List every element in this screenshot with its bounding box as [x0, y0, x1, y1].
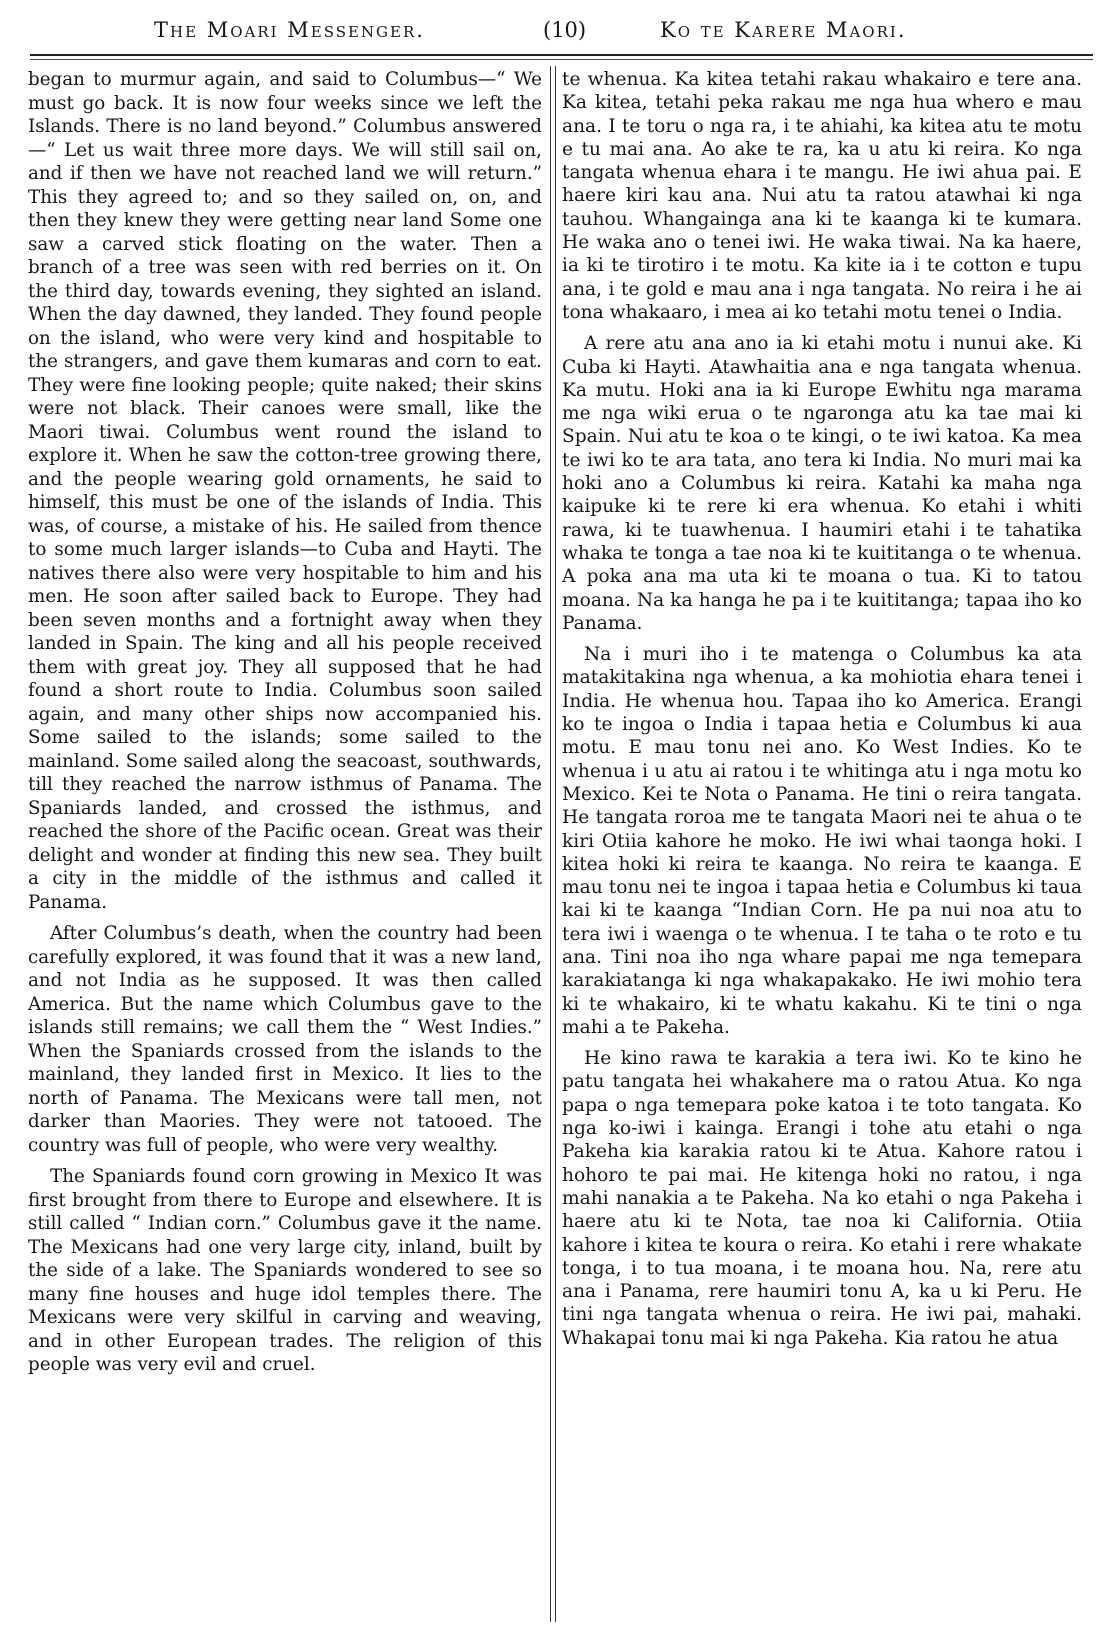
maori-paragraph-1: te whenua. Ka kitea tetahi rakau whakairo e tere ana. Ka kitea, tetahi peka rakau me nga hua whero e mau ana. I te toru o nga ra, i te ahiahi, ka kitea atu te motu e tu mai ana. Ao ake te ra, ka u atu ki reira. Ko nga tangata whenua ehara i te mangu. He iwi ahua pai. E haere kiri kau ana. Nui atu ta ratou atawhai ki nga tauhou. Whangainga ana ki te kaanga ki te kumara. He waka ano o tenei iwi. He waka tiwai. Na ka haere, ia ki te tirotiro i te motu. Ka kite ia i te cotton e tupu ana, i te gold e mau ana i nga tangata. No reira i he ai tona whakaaro, i mea ai ko tetahi motu tenei o India.: [562, 69, 1082, 323]
english-paragraph-3: The Spaniards found corn growing in Mexico It was first brought from there to Europe and elsewhere. It is still called “ Indian corn.” Columbus gave it the name. The Mexicans had one very large city, inland, built by the side of a lake. The Spaniards wondered to see so many fine houses and huge idol temples there. The Mexicans were very skilful in carving and weaving, and in other European trades. The religion of this people was very evil and cruel.: [28, 1166, 542, 1375]
maori-paragraph-2: A rere atu ana ano ia ki etahi motu i nunui ake. Ki Cuba ki Hayti. Atawhaitia ana e nga tangata whenua. Ka mutu. Hoki ana ia ki Europe Ewhitu nga marama me nga wiki erua o te ngaronga atu ka tae mai ki Spain. Nui atu te koa o te kingi, o te iwi katoa. Ka mea te iwi ko te ara tata, ano tera ki India. No muri mai ka hoki ano a Columbus ki reira. Katahi ka maha nga kaipuke ki te rere ki era whenua. Ko etahi i whiti rawa, ki te tuawhenua. I haumiri etahi i te tahatika whaka te tonga a tae noa ki te kuititanga o te whenua. A poka ana ma uta ki te moana o tua. Ki to tatou moana. Na ka hanga he pa i te kuititanga; tapaa iho ko Panama.: [562, 333, 1082, 634]
english-paragraph-2: After Columbus’s death, when the country had been carefully explored, it was found that it was a new land, and not India as he supposed. It was then called America. But the name which Columbus gave to the islands still remains; we call them the “ West Indies.” When the Spaniards crossed from the islands to the mainland, they landed first in Mexico. It lies to the north of Panama. The Mexicans were tall men, not darker than Maories. They were not tatooed. The country was full of people, who were very wealthy.: [28, 923, 542, 1156]
column-divider: [550, 66, 556, 1622]
page-header: [30, 18, 1090, 44]
header-rule: [30, 54, 1093, 56]
maori-paragraph-3: Na i muri iho i te matenga o Columbus ka ata matakitakina nga whenua, a ka mohiotia ehara tenei i India. He whenua hou. Tapaa iho ko America. Erangi ko te ingoa o India i tapaa hetia e Columbus ki aua motu. E mau tonu nei ano. Ko West Indies. Ko te whenua i u atu ai ratou i te whitinga atu i nga motu ko Mexico. Kei te Nota o Panama. He tini o reira tangata. He tangata roroa me te tangata Maori nei te ahua o te kiri Otiia kahore he moko. He iwi whai taonga hoki. I kitea hoki ki reira te kaanga. No reira te kaanga. E mau tonu nei te ingoa i tapaa hetia e Columbus ki taua kai ki te kaanga “Indian Corn. He pa nui noa atu to tera iwi i waenga o te whenua. I te taha o te roto e tu ana. Tini noa iho nga whare papai me nga temepara karakiatanga ki nga whakapakako. He iwi mohio tera ki te whakairo, ki te whatu kakahu. Ki te tini o nga mahi a te Pakeha.: [562, 644, 1082, 1038]
masthead-english: The Moari Messenger.: [154, 18, 425, 42]
page-number: (10): [543, 18, 587, 42]
english-column: [28, 68, 542, 1616]
maori-column: [562, 68, 1082, 1616]
maori-paragraph-4: He kino rawa te karakia a tera iwi. Ko te kino he patu tangata hei whakahere ma o ratou Atua. Ko nga papa o nga temepara poke katoa i te toto tangata. Ko nga ko-iwi i kainga. Erangi i tohe atu etahi o nga Pakeha kia karakia ratou ki te Atua. Kahore ratou i hohoro te pai mai. He kitenga hoki no ratou, i nga mahi nanakia a te Pakeha. Na ko etahi o nga Pakeha i haere atu ki te Nota, tae noa ki California. Otiia kahore i kitea te koura o reira. Ko etahi i rere whakate tonga, i to tua moana, i te moana hou. Na, rere atu ana i Panama, rere haumiri tonu A, ka u ki Peru. He tini nga tangata whenua o reira. He iwi pai, mahaki. Whakapai tonu mai ki nga Pakeha. Kia ratou he atua: [562, 1048, 1082, 1349]
header-rule-thin: [30, 59, 1093, 60]
masthead-maori: Ko te Karere Maori.: [660, 18, 907, 42]
english-paragraph-1: began to murmur again, and said to Columbus—“ We must go back. It is now four weeks since we left the Islands. There is no land beyond.” Columbus answered—“ Let us wait three more days. We will still sail on, and if then we have not reached land we will return.” This they agreed to; and so they sailed on, on, and then they knew they were getting near land Some one saw a carved stick floating on the water. Then a branch of a tree was seen with red berries on it. On the third day, towards evening, they sighted an island. When the day dawned, they landed. They found people on the island, who were very kind and hospitable to the strangers, and gave them kumaras and corn to eat. They were fine looking people; quite naked; their skins were not black. Their canoes were small, like the Maori tiwai. Columbus went round the island to explore it. When he saw the cotton-tree growing there, and the people wearing gold ornaments, he said to himself, this must be one of the islands of India. This was, of course, a mistake of his. He sailed from thence to some much larger islands—to Cuba and Hayti. The natives there also were very hospitable to him and his men. He soon after sailed back to Europe. They had been seven months and a fortnight away when they landed in Spain. The king and all his people received them with great joy. They all supposed that he had found a short route to India. Columbus soon sailed again, and many other ships now accompanied his. Some sailed to the islands; some sailed to the mainland. Some sailed along the seacoast, southwards, till they reached the narrow isthmus of Panama. The Spaniards landed, and crossed the isthmus, and reached the shore of the Pacific ocean. Great was their delight and wonder at finding this new sea. They built a city in the middle of the isthmus and called it Panama.: [28, 69, 542, 913]
